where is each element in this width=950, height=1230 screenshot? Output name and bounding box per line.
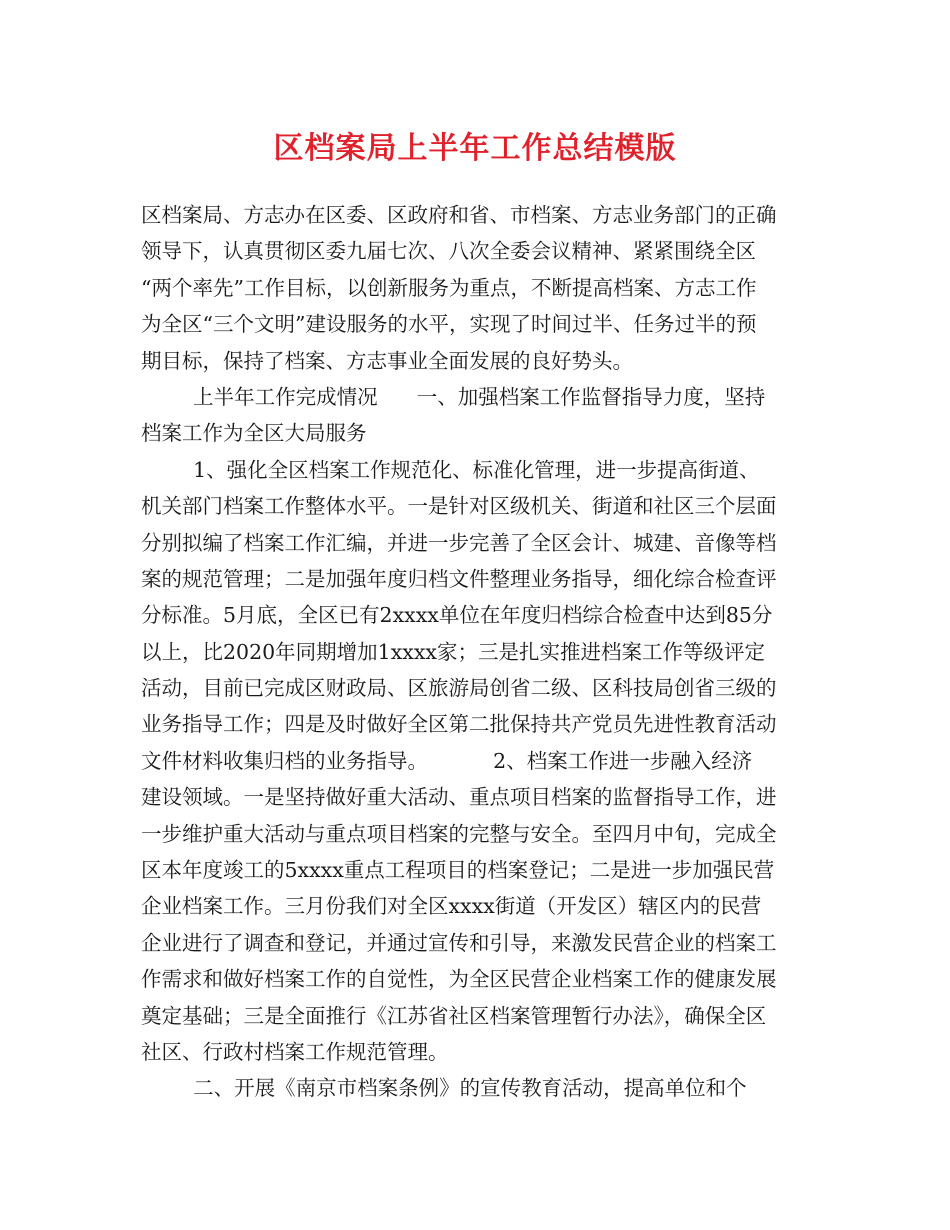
body-line: 机关部门档案工作整体水平。一是针对区级机关、街道和社区三个层面 bbox=[141, 494, 777, 519]
body-line: 业务指导工作；四是及时做好全区第二批保持共产党员先进性教育活动 bbox=[141, 712, 777, 737]
body-line: 企业进行了调查和登记，并通过宣传和引导，来激发民营企业的档案工 bbox=[141, 930, 777, 955]
document-body bbox=[141, 197, 811, 1107]
body-line: 分标准。5月底，全区已有2xxxx单位在年度归档综合检查中达到85分 bbox=[141, 603, 773, 628]
body-line: 奠定基础；三是全面推行《江苏省社区档案管理暂行办法》，确保全区 bbox=[141, 1003, 767, 1028]
body-line: 以上，比2020年同期增加1xxxx家；三是扎实推进档案工作等级评定 bbox=[141, 639, 765, 664]
body-line: 分别拟编了档案工作汇编，并进一步完善了全区会计、城建、音像等档 bbox=[141, 530, 777, 555]
body-line: 一步维护重大活动与重点项目档案的完整与安全。至四月中旬，完成全 bbox=[141, 821, 777, 846]
body-line: 档案工作为全区大局服务 bbox=[141, 421, 367, 446]
body-line: 二、开展《南京市档案条例》的宣传教育活动，提高单位和个 bbox=[141, 1076, 747, 1101]
body-line: 1、强化全区档案工作规范化、标准化管理，进一步提高街道、 bbox=[141, 457, 760, 482]
body-line: 为全区“三个文明”建设服务的水平，实现了时间过半、任务过半的预 bbox=[141, 312, 757, 337]
body-line: 作需求和做好档案工作的自觉性，为全区民营企业档案工作的健康发展 bbox=[141, 967, 777, 992]
body-line: “两个率先”工作目标，以创新服务为重点，不断提高档案、方志工作 bbox=[141, 275, 757, 300]
body-line: 案的规范管理；二是加强年度归档文件整理业务指导，细化综合检查评 bbox=[141, 566, 777, 591]
body-line: 活动，目前已完成区财政局、区旅游局创省二级、区科技局创省三级的 bbox=[141, 676, 777, 701]
body-line: 社区、行政村档案工作规范管理。 bbox=[141, 1039, 449, 1064]
document-title: 区档案局上半年工作总结模版 bbox=[273, 131, 677, 166]
body-line: 建设领域。一是坚持做好重大活动、重点项目档案的监督指导工作，进 bbox=[141, 785, 777, 810]
body-line: 期目标，保持了档案、方志事业全面发展的良好势头。 bbox=[141, 348, 633, 373]
body-line: 上半年工作完成情况 一、加强档案工作监督指导力度，坚持 bbox=[141, 384, 766, 409]
body-line: 区档案局、方志办在区委、区政府和省、市档案、方志业务部门的正确 bbox=[141, 203, 777, 227]
body-line: 区本年度竣工的5xxxx重点工程项目的档案登记；二是进一步加强民营 bbox=[141, 858, 775, 883]
body-line: 文件材料收集归档的业务指导。 2、档案工作进一步融入经济 bbox=[141, 748, 753, 773]
body-line: 领导下，认真贯彻区委九届七次、八次全委会议精神、紧紧围绕全区 bbox=[141, 239, 756, 264]
body-line: 企业档案工作。三月份我们对全区xxxx街道（开发区）辖区内的民营 bbox=[141, 894, 762, 919]
